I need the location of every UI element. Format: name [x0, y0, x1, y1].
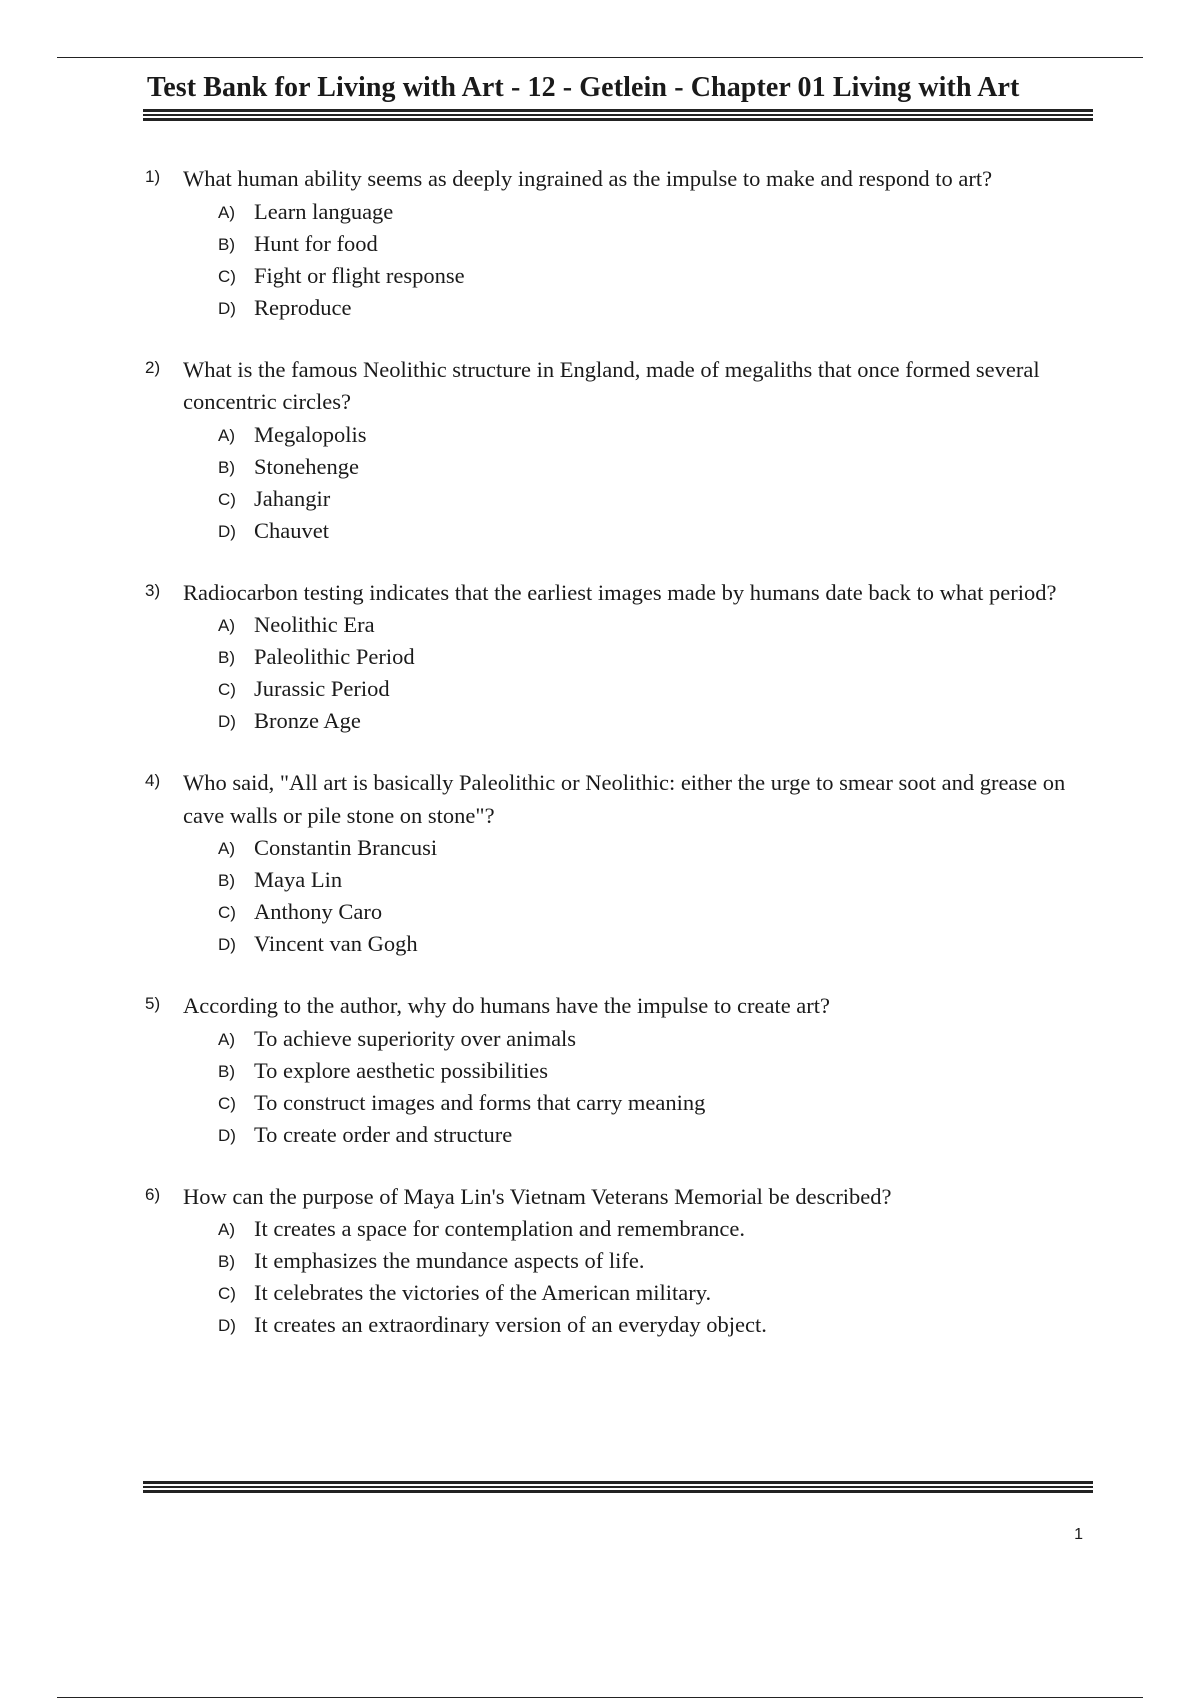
choice-letter: B): [218, 457, 235, 477]
choice-c: [143, 1087, 1073, 1119]
choice-c: [143, 673, 1073, 705]
answer-choices: [143, 196, 1073, 324]
choice-d: [143, 1119, 1073, 1151]
choice-text: To achieve superiority over animals: [254, 1025, 577, 1051]
choice-b: [143, 451, 1073, 483]
header-rule: [143, 109, 1093, 121]
choice-a: [143, 832, 1073, 864]
choice-letter: A): [218, 425, 235, 445]
choice-text: Stonehenge: [254, 453, 359, 479]
choice-text: Constantin Brancusi: [254, 835, 438, 860]
question-text: Who said, "All art is basically Paleolithic or Neolithic: either the urge to smear soot and grease on cave walls or pile stone on stone"?: [183, 770, 1066, 828]
choice-letter: C): [218, 489, 236, 509]
question-number: 4): [145, 771, 161, 790]
choice-letter: B): [218, 1252, 235, 1271]
choice-b: [143, 1245, 1073, 1277]
question-1: [143, 163, 1073, 324]
choice-letter: A): [218, 1220, 235, 1239]
choice-b: [143, 641, 1073, 673]
answer-choices: [143, 419, 1073, 547]
choice-text: It creates an extraordinary version of an everyday object.: [254, 1312, 767, 1337]
choice-a: [143, 196, 1073, 228]
choice-letter: D): [218, 1316, 236, 1335]
choice-letter: D): [218, 712, 236, 731]
choice-letter: A): [218, 616, 235, 635]
footer-rule: [143, 1481, 1093, 1493]
choice-letter: C): [218, 1284, 236, 1303]
choice-text: Megalopolis: [254, 421, 367, 447]
question-4: [143, 767, 1073, 960]
choice-letter: B): [218, 871, 235, 890]
choice-c: [143, 483, 1073, 515]
question-text: What human ability seems as deeply ingrained as the impulse to make and respond to art?: [183, 166, 993, 191]
choice-text: Learn language: [254, 198, 394, 224]
choice-b: [143, 1055, 1073, 1087]
choice-letter: C): [218, 903, 236, 922]
choice-d: [143, 705, 1073, 737]
choice-letter: B): [218, 648, 235, 667]
answer-choices: [143, 1023, 1073, 1151]
choice-b: [143, 864, 1073, 896]
choice-c: [143, 260, 1073, 292]
question-number: 1): [145, 167, 161, 186]
choice-d: [143, 1309, 1073, 1341]
question-text: According to the author, why do humans have the impulse to create art?: [183, 993, 831, 1018]
page-number: 1: [1074, 1526, 1083, 1543]
question-2: [143, 354, 1073, 547]
choice-letter: D): [218, 298, 236, 318]
choice-text: Chauvet: [254, 517, 329, 543]
choice-letter: C): [218, 266, 236, 286]
choice-d: [143, 292, 1073, 324]
document-title: Test Bank for Living with Art - 12 - Getlein - Chapter 01 Living with Art: [147, 72, 1020, 103]
choice-text: Anthony Caro: [254, 899, 383, 924]
choice-a: [143, 419, 1073, 451]
answer-choices: [143, 609, 1073, 737]
choice-text: To explore aesthetic possibilities: [254, 1057, 548, 1083]
choice-text: It creates a space for contemplation and remembrance.: [254, 1216, 746, 1241]
choice-text: Bronze Age: [254, 708, 361, 733]
choice-letter: B): [218, 1061, 235, 1081]
choice-text: Fight or flight response: [254, 262, 465, 288]
choice-a: [143, 609, 1073, 641]
choice-a: [143, 1023, 1073, 1055]
choice-text: Paleolithic Period: [254, 644, 415, 669]
choice-c: [143, 896, 1073, 928]
choice-letter: A): [218, 1029, 235, 1049]
choice-text: Maya Lin: [254, 867, 343, 892]
choice-d: [143, 928, 1073, 960]
question-number: 6): [145, 1184, 161, 1204]
choice-text: It emphasizes the mundance aspects of life.: [254, 1248, 645, 1273]
choice-text: Reproduce: [254, 294, 352, 320]
question-number: 2): [145, 357, 161, 377]
choice-letter: D): [218, 935, 236, 954]
answer-choices: [143, 832, 1073, 960]
choice-c: [143, 1277, 1073, 1309]
choice-letter: C): [218, 680, 236, 699]
question-6: [143, 1181, 1073, 1342]
answer-choices: [143, 1213, 1073, 1341]
page-top-border: [57, 57, 1143, 58]
choice-text: Jahangir: [254, 485, 331, 511]
choice-b: [143, 228, 1073, 260]
choice-letter: D): [218, 1125, 236, 1145]
question-3: [143, 577, 1073, 738]
question-text: How can the purpose of Maya Lin's Vietnam Veterans Memorial be described?: [183, 1183, 892, 1209]
question-number: 5): [145, 994, 161, 1013]
choice-text: Hunt for food: [254, 230, 378, 256]
choice-text: Neolithic Era: [254, 612, 375, 637]
choice-letter: A): [218, 839, 235, 858]
question-text: Radiocarbon testing indicates that the earliest images made by humans date back to what period?: [183, 579, 1057, 605]
choice-letter: C): [218, 1093, 236, 1113]
choice-text: Vincent van Gogh: [254, 931, 418, 956]
choice-d: [143, 515, 1073, 547]
question-list: [143, 163, 1073, 1371]
choice-text: It celebrates the victories of the American military.: [254, 1280, 712, 1305]
choice-text: Jurassic Period: [254, 676, 390, 701]
page-bottom-border: [57, 1697, 1143, 1698]
question-5: [143, 990, 1073, 1151]
choice-letter: D): [218, 521, 236, 541]
choice-a: [143, 1213, 1073, 1245]
choice-letter: B): [218, 234, 235, 254]
question-number: 3): [145, 580, 161, 600]
question-text: What is the famous Neolithic structure in England, made of megaliths that once formed several concentric circles?: [183, 356, 1040, 414]
choice-text: To create order and structure: [254, 1121, 513, 1147]
choice-letter: A): [218, 202, 235, 222]
choice-text: To construct images and forms that carry meaning: [254, 1089, 706, 1115]
